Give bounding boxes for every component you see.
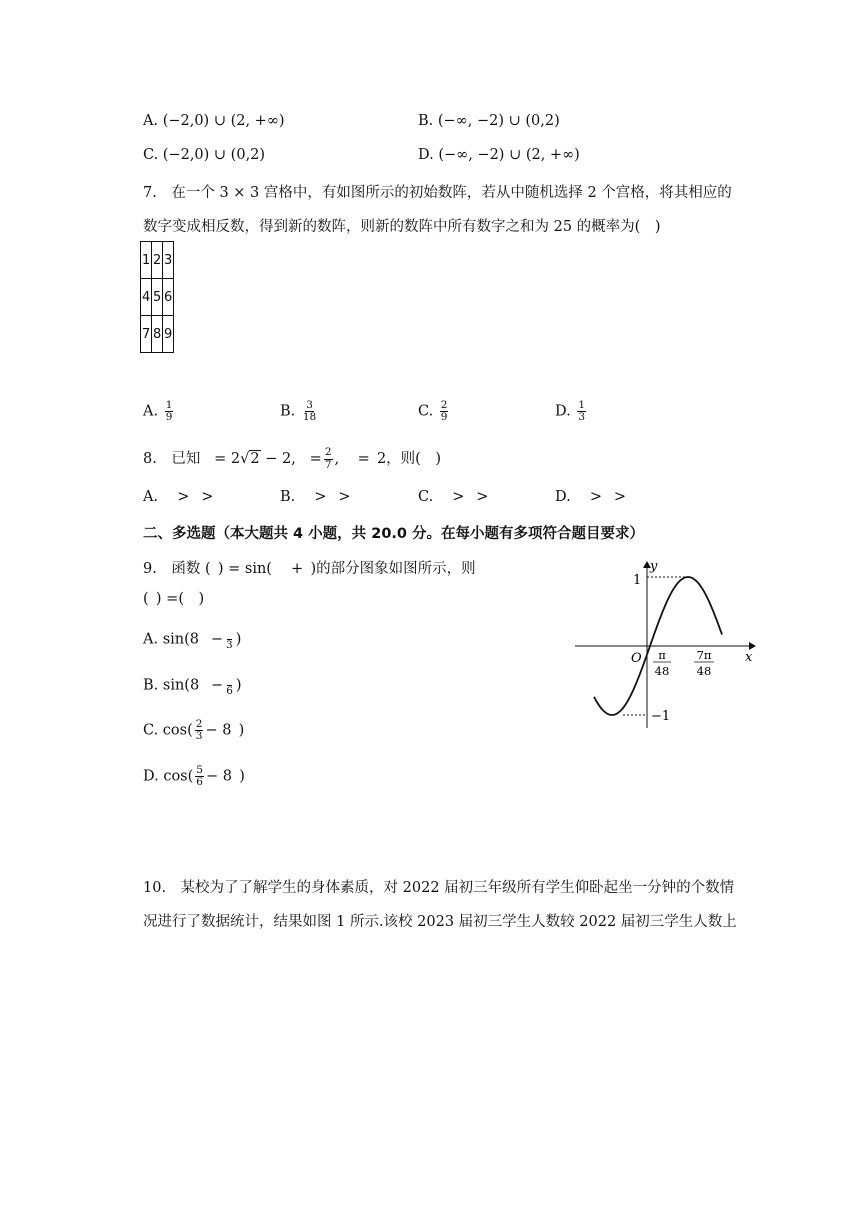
- q9-option-a: A. sin(8 − 3 ): [143, 628, 241, 651]
- fraction: 3: [225, 628, 234, 651]
- q6-option-c: C. (−2,0) ∪ (0,2): [143, 147, 266, 163]
- q8-option-d: D. > >: [555, 489, 626, 505]
- fraction: 6: [225, 674, 234, 697]
- q9-option-b: B. sin(8 − 6 ): [143, 674, 242, 697]
- q10-line1: 10. 某校为了了解学生的身体素质，对 2022 届初三年级所有学生仰卧起坐一分钟的个数情: [143, 880, 735, 896]
- fraction: $\frac{2}{3}$: [195, 718, 203, 743]
- fraction: $\frac{5}{6}$: [196, 764, 203, 789]
- fraction: $\frac{3}{18}$: [302, 399, 317, 424]
- tick2-den: 48: [696, 664, 712, 678]
- q9-sine-graph: [570, 558, 770, 733]
- sqrt: √2: [240, 451, 260, 467]
- grid-cell: 3: [163, 242, 174, 279]
- fraction: $\frac{1}{9}$: [165, 399, 173, 424]
- q7-option-d: D. $\frac{1}{3}$: [555, 399, 586, 424]
- grid-cell: 5: [152, 279, 163, 316]
- q10-line2: 况进行了数据统计，结果如图 1 所示.该校 2023 届初三学生人数较 2022 届初三学生人数上: [143, 914, 737, 930]
- q8-stem: 8. 已知 = 2√2 − 2, = $\frac{2}{7}$ , = 2，则( ): [143, 446, 442, 471]
- q6-option-a: A. (−2,0) ∪ (2, +∞): [143, 113, 285, 129]
- q7-option-c: C. $\frac{2}{9}$: [418, 399, 448, 424]
- q6-option-b: B. (−∞, −2) ∪ (0,2): [418, 113, 560, 129]
- q7-number-grid: [140, 241, 174, 353]
- q8-option-c: C. > >: [418, 489, 489, 505]
- origin-label: O: [631, 651, 642, 666]
- fraction: $\frac{1}{3}$: [578, 399, 586, 424]
- q7-option-a: A. $\frac{1}{9}$: [143, 399, 173, 424]
- q8-option-a: A. > >: [143, 489, 214, 505]
- q9-line2: ( ) =( ): [143, 591, 205, 607]
- section-heading: 二、多选题（本大题共 4 小题，共 20.0 分。在每小题有多项符合题目要求）: [143, 526, 645, 542]
- q7-option-b: B. $\frac{3}{18}$: [280, 399, 317, 424]
- tick1-den: 48: [654, 664, 670, 678]
- tick1-num: π: [658, 648, 666, 662]
- q9-line1: 9. 函数 ( ) = sin( + )的部分图象如图所示，则: [143, 561, 476, 577]
- grid-cell: 4: [141, 279, 152, 316]
- q9-option-d: D. cos( $\frac{5}{6}$ − 8 ): [143, 764, 245, 789]
- fraction: $\frac{2}{9}$: [440, 399, 448, 424]
- grid-cell: 2: [152, 242, 163, 279]
- grid-cell: 6: [163, 279, 174, 316]
- q8-option-b: B. > >: [280, 489, 351, 505]
- x-axis-label: x: [745, 650, 753, 665]
- tick2-num: 7π: [696, 648, 712, 662]
- y-max-label: 1: [633, 573, 642, 588]
- q9-option-c: C. cos( $\frac{2}{3}$ − 8 ): [143, 718, 245, 743]
- grid-cell: 9: [163, 316, 174, 353]
- y-min-label: −1: [651, 709, 671, 724]
- q6-option-d: D. (−∞, −2) ∪ (2, +∞): [418, 147, 580, 163]
- grid-cell: 7: [141, 316, 152, 353]
- fraction: $\frac{2}{7}$: [324, 446, 332, 471]
- grid-cell: 8: [152, 316, 163, 353]
- q7-line1: 7. 在一个 3 × 3 宫格中，有如图所示的初始数阵，若从中随机选择 2 个宫格，将其相应的: [143, 185, 732, 201]
- q7-line2: 数字变成相反数，得到新的数阵，则新的数阵中所有数字之和为 25 的概率为( ): [143, 219, 661, 235]
- y-axis-label: y: [650, 559, 658, 574]
- grid-cell: 1: [141, 242, 152, 279]
